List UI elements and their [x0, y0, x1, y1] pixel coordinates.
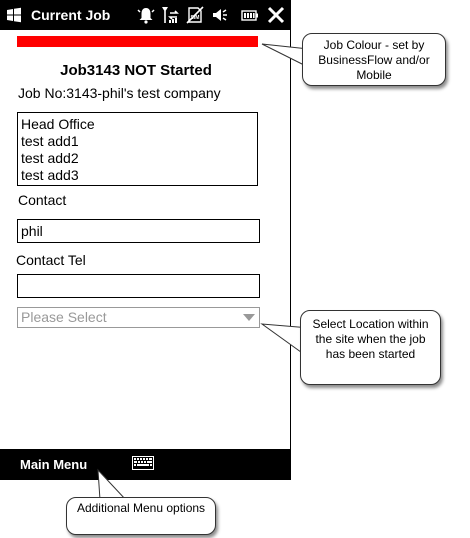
volume-icon[interactable]	[210, 5, 230, 25]
app-title: Current Job	[31, 7, 111, 23]
address-line: test add1	[21, 133, 79, 149]
keyboard-icon[interactable]	[132, 456, 154, 470]
job-colour-callout: Job Colour - set by BusinessFlow and/or Mobile	[302, 33, 446, 86]
notification-icon[interactable]	[136, 5, 156, 25]
job-colour-bar	[17, 36, 258, 47]
contact-label: Contact	[18, 192, 67, 208]
address-line: test add2	[21, 150, 79, 166]
location-select[interactable]	[17, 307, 260, 328]
close-icon[interactable]	[266, 5, 286, 25]
battery-icon[interactable]	[240, 5, 260, 25]
location-select-placeholder: Please Select	[21, 309, 107, 325]
address-line: Head Office	[21, 116, 95, 132]
contact-tel-label: Contact Tel	[16, 252, 86, 268]
job-title: Job3143 NOT Started	[60, 62, 212, 79]
menu-callout: Additional Menu options	[66, 497, 216, 535]
address-line: test add3	[21, 167, 79, 183]
chevron-down-icon	[243, 314, 255, 321]
status-bar	[0, 0, 290, 30]
location-callout: Select Location within the site when the job has been started	[300, 310, 441, 385]
softkey-bar	[0, 449, 290, 480]
address-box[interactable]	[17, 112, 258, 186]
start-icon[interactable]	[6, 7, 22, 23]
sim-label: SIM	[190, 15, 200, 21]
contact-input[interactable]	[17, 219, 260, 243]
job-number: Job No:3143-phil's test company	[18, 85, 221, 101]
contact-tel-input[interactable]	[17, 274, 260, 298]
main-menu-button[interactable]: Main Menu	[20, 457, 88, 472]
signal-sync-icon[interactable]	[160, 5, 180, 25]
sim-icon[interactable]	[185, 5, 205, 25]
